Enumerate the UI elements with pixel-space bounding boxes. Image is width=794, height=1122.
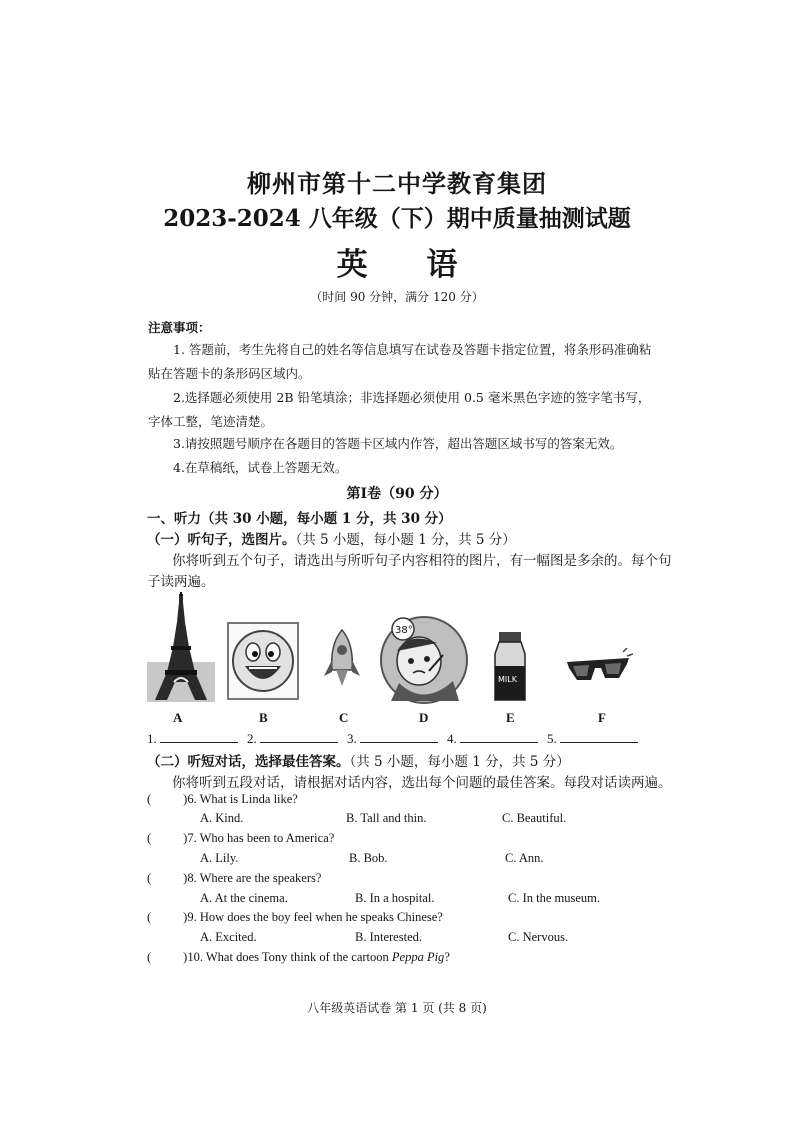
- notice-heading: 注意事项：: [148, 320, 211, 335]
- q9-option-a[interactable]: A. Excited.: [200, 930, 257, 944]
- rocket-icon: [322, 628, 362, 690]
- picture-label-f: F: [598, 710, 606, 725]
- question-8: ( )8. Where are the speakers?: [147, 871, 322, 885]
- milk-bottle-icon: [491, 630, 529, 702]
- q6-option-a[interactable]: A. Kind.: [200, 811, 244, 825]
- sick-boy-thermometer-icon: [379, 615, 469, 705]
- question-9: ( )9. How does the boy feel when he speaks Chinese?: [147, 910, 443, 924]
- q8-option-c[interactable]: C. In the museum.: [508, 891, 601, 905]
- picture-f: [563, 648, 633, 688]
- eiffel-tower-icon: [147, 592, 215, 702]
- picture-d: [379, 615, 469, 705]
- q7-option-a[interactable]: A. Lily.: [200, 851, 239, 865]
- picture-a: [147, 592, 215, 702]
- notice-item-4: 4.在草稿纸，试卷上答题无效。: [173, 460, 348, 475]
- school-title: 柳州市第十二中学教育集团: [247, 169, 547, 198]
- sunglasses-icon: [563, 648, 633, 688]
- picture-label-b: B: [259, 710, 268, 725]
- q6-option-c[interactable]: C. Beautiful.: [502, 811, 567, 825]
- question-10: ( )10. What does Tony think of the cartoon Peppa Pig?: [147, 950, 450, 964]
- notice-item-3: 3.请按照题号顺序在各题目的答题卡区域内作答，超出答题区域书写的答案无效。: [173, 436, 623, 451]
- milk-label: MILK: [498, 675, 517, 684]
- part1-instruction-1: 你将听到五个句子，请选出与所听句子内容相符的图片，有一幅图是多余的。每个句: [172, 553, 672, 569]
- part1-instruction-2: 子读两遍。: [147, 574, 215, 590]
- subject-title: 英 语: [336, 247, 482, 283]
- part1-heading-rest: （共 5 小题，每小题 1 分，共 5 分）: [295, 532, 516, 548]
- picture-label-a: A: [173, 710, 183, 725]
- listening-heading: 一、听力（共 30 小题，每小题 1 分，共 30 分）: [147, 511, 452, 527]
- q9-option-c[interactable]: C. Nervous.: [508, 930, 569, 944]
- part2-heading-rest: （共 5 小题，每小题 1 分，共 5 分）: [349, 754, 570, 770]
- part2-instruction: 你将听到五段对话，请根据对话内容，选出每个问题的最佳答案。每段对话读两遍。: [172, 775, 672, 791]
- picture-b: [227, 622, 299, 700]
- exam-title: 2023-2024 八年级（下）期中质量抽测试题: [163, 205, 631, 232]
- answer-blank-2[interactable]: 2.: [247, 730, 338, 747]
- part1-heading: [147, 528, 516, 548]
- picture-label-e: E: [506, 710, 515, 725]
- part2-heading: [147, 750, 570, 770]
- part2-heading-bold: （二）听短对话，选择最佳答案。: [147, 754, 350, 770]
- picture-label-d: D: [419, 710, 429, 725]
- question-6: ( )6. What is Linda like?: [147, 792, 298, 806]
- notice-item-2: 2.选择题必须使用 2B 铅笔填涂；非选择题必须使用 0.5 毫米黑色字迹的签字笔书写，字体工整，笔迹清楚。: [148, 390, 651, 429]
- q7-option-c[interactable]: C. Ann.: [505, 851, 544, 865]
- q8-option-b[interactable]: B. In a hospital.: [355, 891, 435, 905]
- q6-option-b[interactable]: B. Tall and thin.: [346, 811, 427, 825]
- picture-c: [322, 628, 362, 690]
- question-7: ( )7. Who has been to America?: [147, 831, 335, 845]
- thermometer-text: 38°: [395, 625, 413, 636]
- q8-option-a[interactable]: A. At the cinema.: [200, 891, 288, 905]
- q9-option-b[interactable]: B. Interested.: [355, 930, 422, 944]
- answer-blank-4[interactable]: 4.: [447, 730, 538, 747]
- part1-heading-bold: （一）听句子，选图片。: [147, 532, 296, 548]
- answer-blank-1[interactable]: 1.: [147, 730, 238, 747]
- picture-e: [491, 630, 529, 702]
- time-info: （时间 90 分钟，满分 120 分）: [310, 290, 484, 304]
- notice-item-1: 1. 答题前，考生先将自己的姓名等信息填写在试卷及答题卡指定位置，将条形码准确粘贴在答题卡的条形码区域内。: [148, 342, 652, 381]
- volume-title: 第Ⅰ卷（90 分）: [346, 486, 448, 502]
- page-footer: 八年级英语试卷 第 1 页 (共 8 页): [307, 1001, 487, 1015]
- answer-blank-3[interactable]: 3.: [347, 730, 438, 747]
- answer-blank-5[interactable]: 5.: [547, 730, 638, 747]
- picture-label-c: C: [339, 710, 349, 725]
- smiley-face-icon: [227, 622, 299, 700]
- q7-option-b[interactable]: B. Bob.: [349, 851, 388, 865]
